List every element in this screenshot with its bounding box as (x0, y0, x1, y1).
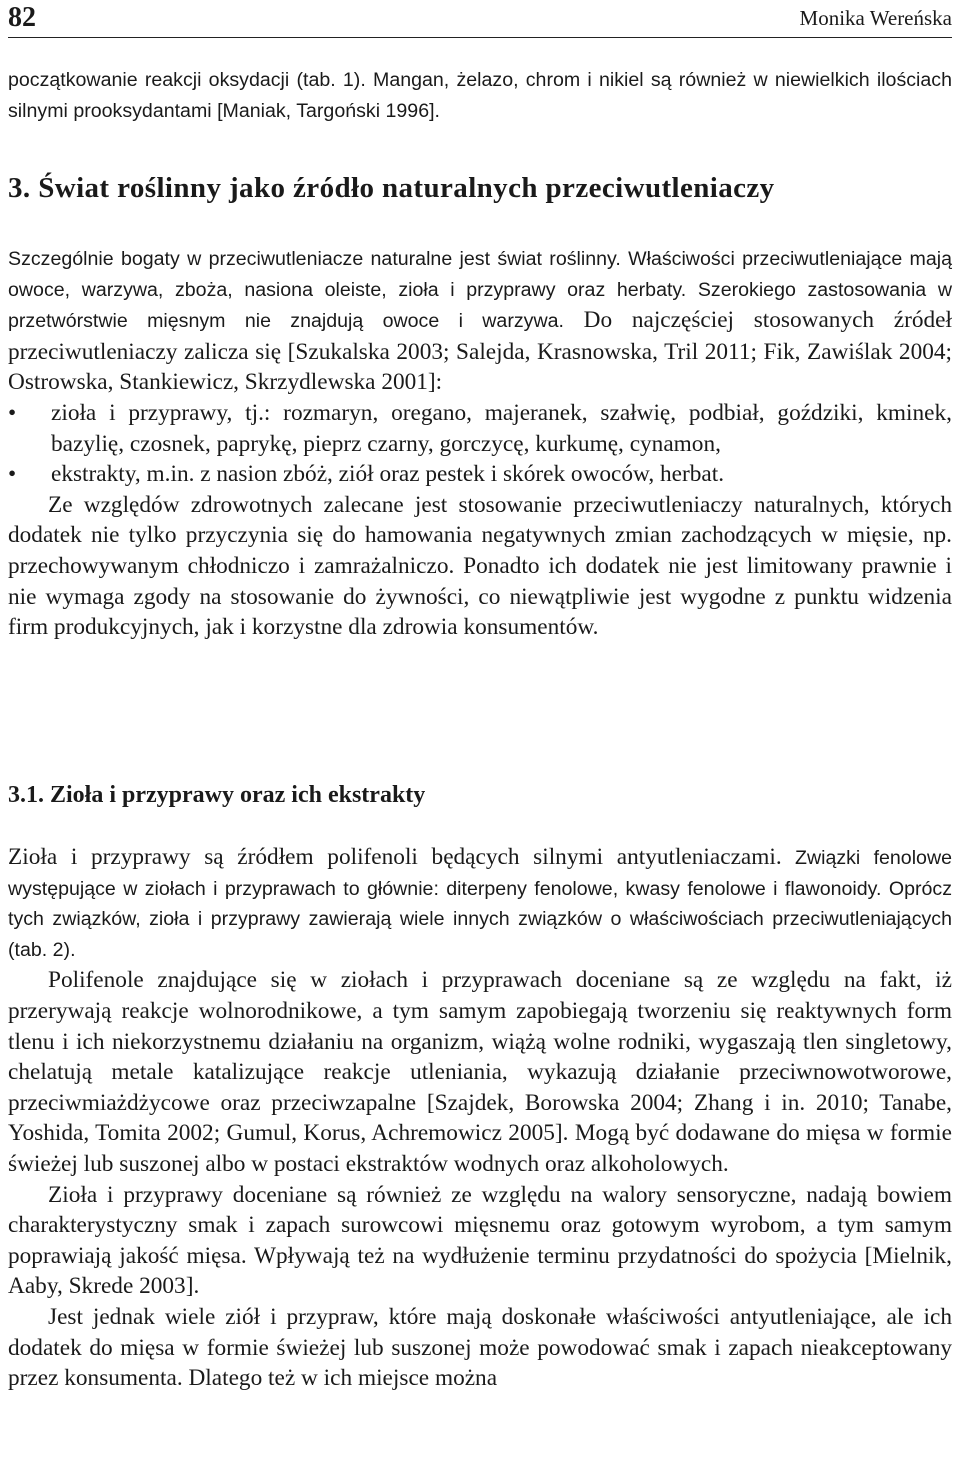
page-number: 82 (8, 2, 36, 33)
section-3-1-paragraph-4: Jest jednak wiele ziół i przypraw, które mają doskonałe właściwości antyutleniające, ale ich dodatek do mięsa w formie świeżej lub suszonej może powodować smak i zapach nieakceptowany przez konsumenta. Dlatego też w ich miejsce można (8, 1303, 952, 1392)
intro-paragraph: początkowanie reakcji oksydacji (tab. 1). Mangan, żelazo, chrom i nikiel są również w niewielkich ilościach silnymi prooksydantami [Maniak, Targoński 1996]. (8, 69, 952, 122)
header-rule (8, 37, 952, 38)
section-3-1-body (8, 842, 952, 1394)
intro-paragraph-block (8, 65, 952, 126)
list-item: • zioła i przyprawy, tj.: rozmaryn, oregano, majeranek, szałwię, podbiał, goździki, kminek, bazylię, czosnek, paprykę, pieprz czarny, gorczycę, kurkumę, cynamon, (8, 398, 952, 459)
section-3-sans-text: Szczególnie bogaty w przeciwutleniacze naturalne jest świat roślinny. Właściwości przeciwutleniające mają owoce, warzywa, zboża, nasiona oleiste, zioła i przyprawy oraz herbaty. Szerokiego zastosowania w przetwórstwie mięsnym nie znajdują owoce i warzywa. (8, 248, 952, 333)
section-3-1-paragraph-2: Polifenole znajdujące się w ziołach i przyprawach doceniane są ze względu na fakt, iż przerywają reakcje wolnorodnikowe, a tym samym zapobiegają tworzeniu się reaktywnych form tlenu i ich niekorzystnemu działaniu na organizm, wiążą wolne rodniki, wygaszają tlen singletowy, chelatują metale katalizujące reakcje utleniania, wykazują działanie przeciwnowotworowe, przeciwmiażdżycowe oraz przeciwzapalne [Szajdek, Borowska 2004; Zhang i in. 2010; Tanabe, Yoshida, Tomita 2002; Gumul, Korus, Achremowicz 2005]. Mogą być dodawane do mięsa w formie świeżej lub suszonej albo w postaci ekstraktów wodnych oraz alkoholowych. (8, 967, 952, 1177)
running-head-author: Monika Wereńska (799, 6, 952, 30)
section-3-body (8, 244, 952, 643)
section-3-paragraph-2: Ze względów zdrowotnych zalecane jest stosowanie przeciwutleniaczy naturalnych, których dodatek nie tylko przyczynia się do hamowania negatywnych zmian zachodzących w mięsie, np. przechowywanym chłodniczo i zamrażalniczo. Ponadto ich dodatek nie jest limitowany prawnie i nie wymaga zgody na stosowanie do żywności, co niewątpliwie jest wygodne z punktu widzenia firm produkcyjnych, jak i korzystne dla zdrowia konsumentów. (8, 491, 952, 641)
section-3-1-paragraph-1 (8, 842, 952, 965)
section-3-1-heading: 3.1. Zioła i przyprawy oraz ich ekstrakty (8, 782, 426, 808)
section-3-1-paragraph-3: Zioła i przyprawy doceniane są również ze względu na walory sensoryczne, nadają bowiem charakterystyczny smak i zapach surowcowi mięsnemu oraz gotowym wyrobom, a tym samym poprawiają jakość mięsa. Wpływają też na wydłużenie terminu przydatności do spożycia [Mielnik, Aaby, Skrede 2003]. (8, 1181, 952, 1300)
sources-list (8, 398, 952, 490)
page-header (8, 0, 952, 40)
list-item: • ekstrakty, m.in. z nasion zbóż, ziół oraz pestek i skórek owoców, herbat. (8, 459, 952, 490)
section-3-paragraph-1 (8, 244, 952, 398)
section-3-serif-text: Do najczęściej stosowanych źródeł przeciwutleniaczy zalicza się [Szukalska 2003; Salejda, Krasnowska, Tril 2011; Fik, Zawiślak 2004; Ostrowska, Stankiewicz, Skrzydlewska 2001]: (8, 307, 952, 396)
section-3-heading: 3. Świat roślinny jako źródło naturalnych przeciwutleniaczy (8, 172, 775, 204)
section-3-1-serif-text: Zioła i przyprawy są źródłem polifenoli będących silnymi antyutleniaczami. (8, 844, 782, 870)
section-3-1-sans-text: Związki fenolowe występujące w ziołach i przyprawach to głównie: diterpeny fenolowe, kwasy fenolowe i flawonoidy. Oprócz tych związków, zioła i przyprawy zawierają wiele innych związków o właściwościach przeciwutleniających (tab. 2). (8, 847, 953, 961)
